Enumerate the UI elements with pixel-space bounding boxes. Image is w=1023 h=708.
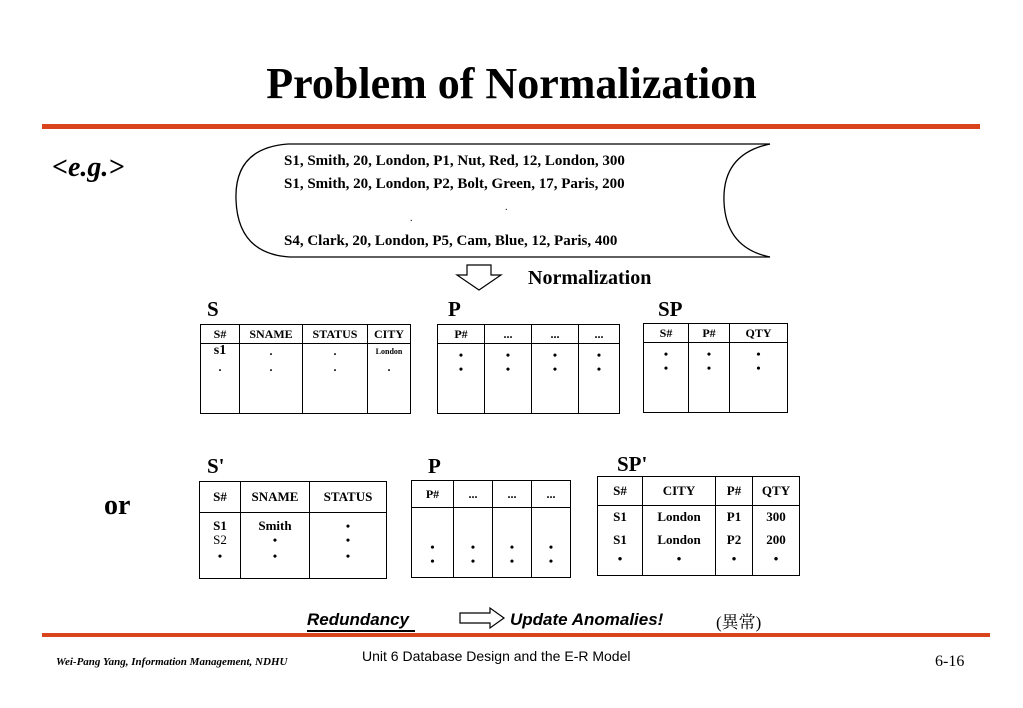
table-p-bottom [411,480,571,578]
col-header: S# [644,324,689,343]
table-cell: • [689,361,730,413]
table-cell: . [240,360,303,414]
table-cell: • [532,344,579,362]
table-cell: • [310,513,387,533]
table-cell: S1 [598,506,643,528]
table-cell: • [532,362,579,414]
table-cell: • [310,533,387,549]
table-cell: • [730,343,788,361]
table-cell: • [716,552,753,576]
down-arrow-icon [455,264,505,292]
table-s [200,324,411,414]
tuple-line-2: S1, Smith, 20, London, P2, Bolt, Green, 17, Paris, 200 [284,176,625,192]
or-label: or [104,490,131,521]
table-cell: • [310,549,387,579]
table-cell: • [485,344,532,362]
col-header: P# [689,324,730,343]
table-cell: • [438,344,485,362]
table-cell: . [368,360,411,414]
table-cell: • [532,554,571,578]
table-cell: . [240,344,303,360]
table-cell: S2 [200,533,241,549]
col-header: SNAME [240,325,303,344]
footer-divider [42,633,990,637]
table-name-sp-prime: SP' [617,452,648,476]
col-header: ... [485,325,532,344]
table-sp-prime [597,476,800,576]
table-cell: • [532,508,571,554]
col-header: ... [532,481,571,508]
table-name-sp: SP [658,297,683,321]
ellipsis-dot: . [505,202,508,213]
footer-unit: Unit 6 Database Design and the E-R Model [362,648,631,664]
table-cell: • [241,549,310,579]
table-cell: • [493,554,532,578]
table-cell: P2 [716,528,753,552]
redundancy-label: Redundancy [307,610,415,632]
col-header: ... [454,481,493,508]
col-header: QTY [753,477,800,506]
normalization-label: Normalization [528,267,652,289]
col-header: ... [579,325,620,344]
col-header: P# [438,325,485,344]
table-cell: . [303,360,368,414]
table-name-s-prime: S' [207,454,225,478]
footer-author: Wei-Pang Yang, Information Management, NDHU [56,656,288,668]
col-header: SNAME [241,482,310,513]
table-cell: • [485,362,532,414]
table-name-p: P [448,297,461,321]
right-arrow-icon [458,606,506,630]
table-p-top [437,324,620,414]
tuple-line-1: S1, Smith, 20, London, P1, Nut, Red, 12, London, 300 [284,153,625,169]
table-cell: • [579,344,620,362]
table-s-prime [199,481,387,579]
table-cell: • [689,343,730,361]
col-header: P# [716,477,753,506]
table-cell: • [412,508,454,554]
table-name-s: S [207,297,219,321]
slide-title: Problem of Normalization [266,59,757,108]
table-cell: • [644,343,689,361]
col-header: ... [532,325,579,344]
table-cell: S1 [598,528,643,552]
table-cell: • [644,361,689,413]
col-header: STATUS [310,482,387,513]
table-cell: 200 [753,528,800,552]
table-cell: • [579,362,620,414]
table-cell: Smith [241,513,310,533]
table-cell: . [201,360,240,414]
col-header: P# [412,481,454,508]
table-cell: London [643,506,716,528]
table-cell: • [730,361,788,413]
table-cell: . [303,344,368,360]
col-header: S# [598,477,643,506]
table-cell: • [200,549,241,579]
col-header: ... [493,481,532,508]
col-header: S# [201,325,240,344]
example-label: <e.g.> [52,152,125,183]
table-cell: P1 [716,506,753,528]
table-cell: • [438,362,485,414]
table-cell: • [598,552,643,576]
table-cell: S1 [200,513,241,533]
table-cell: • [753,552,800,576]
table-cell: • [493,508,532,554]
table-cell: • [241,533,310,549]
table-cell: • [412,554,454,578]
chinese-annotation: (異常) [716,613,762,632]
col-header: S# [200,482,241,513]
page-number: 6-16 [935,653,965,670]
table-name-p-bottom: P [428,454,441,478]
col-header: CITY [643,477,716,506]
table-cell: • [454,554,493,578]
col-header: CITY [368,325,411,344]
col-header: QTY [730,324,788,343]
table-cell: London [368,344,411,360]
table-cell: • [643,552,716,576]
table-sp [643,323,788,413]
table-cell: s1 [201,344,240,360]
table-cell: • [454,508,493,554]
table-cell: 300 [753,506,800,528]
tuple-line-4: S4, Clark, 20, London, P5, Cam, Blue, 12, Paris, 400 [284,233,618,249]
title-divider [42,124,980,129]
table-cell: London [643,528,716,552]
ellipsis-dot: . [410,213,413,224]
col-header: STATUS [303,325,368,344]
update-anomalies-label: Update Anomalies! [510,610,664,629]
